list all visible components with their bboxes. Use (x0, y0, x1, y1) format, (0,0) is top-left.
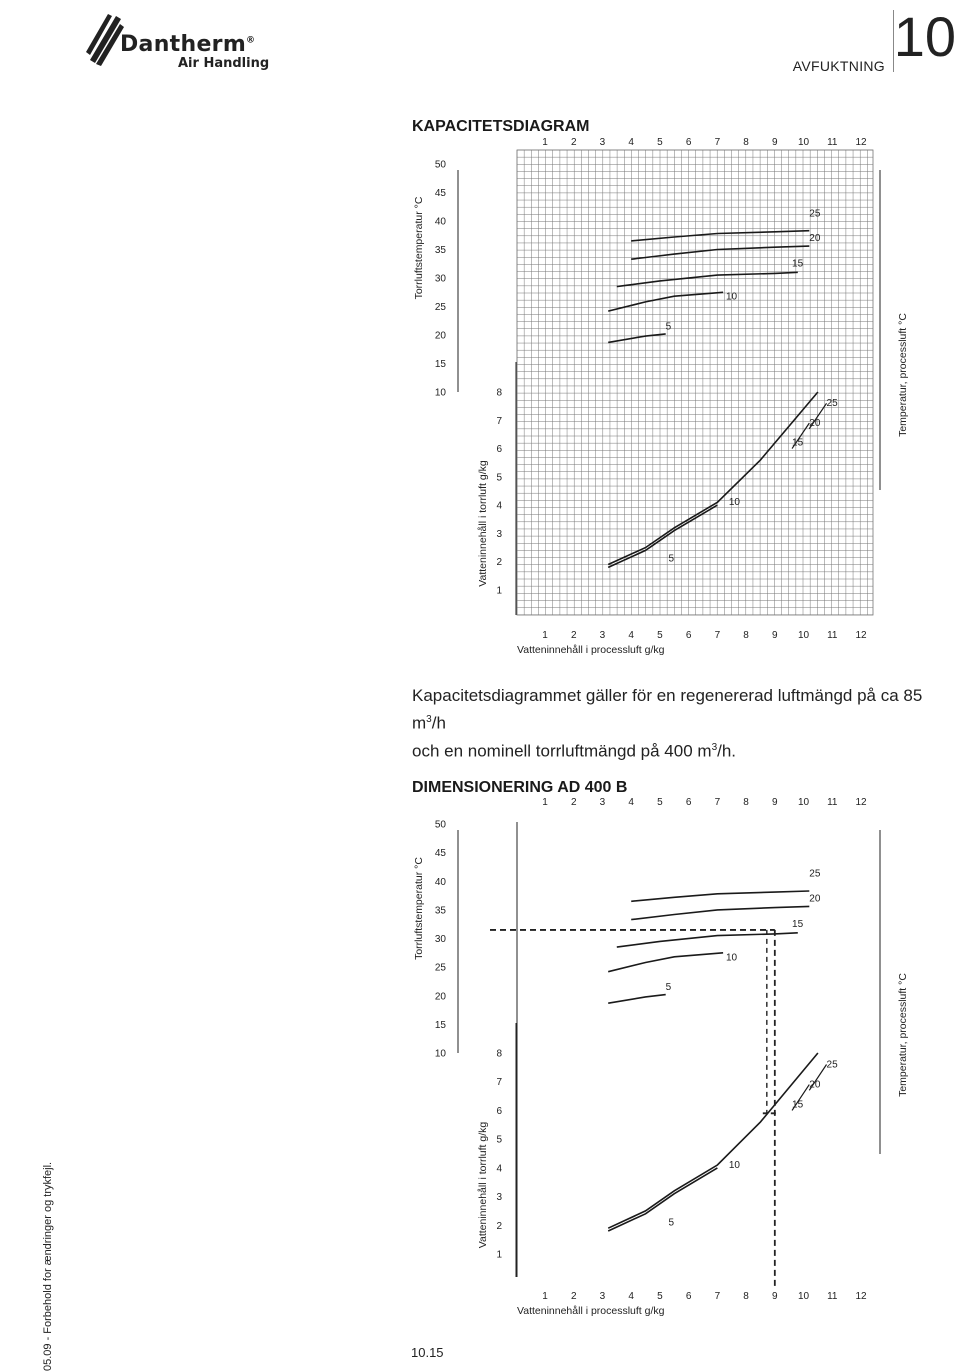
x-axis-label: Vatteninnehåll i processluft g/kg (517, 644, 665, 656)
lower-y-tick: 5 (496, 472, 502, 484)
upper-curve-label-20: 20 (809, 893, 821, 905)
x-tick-bottom: 11 (827, 630, 838, 641)
page-number: 10.15 (411, 1345, 444, 1360)
upper-curve-label-25: 25 (809, 868, 821, 880)
upper-series-5 (608, 995, 666, 1004)
x-tick-bottom: 9 (772, 1291, 778, 1302)
x-tick-top: 5 (657, 137, 663, 148)
x-tick-bottom: 5 (657, 1291, 663, 1302)
x-axis-label: Vatteninnehåll i processluft g/kg (517, 1305, 665, 1317)
x-tick-bottom: 2 (570, 1291, 577, 1302)
x-tick-top: 7 (714, 137, 721, 148)
x-tick-top: 8 (743, 137, 749, 148)
section-title: AVFUKTNING (792, 58, 885, 74)
x-tick-bottom: 12 (855, 630, 867, 641)
x-tick-bottom: 9 (772, 630, 778, 641)
upper-y-tick: 35 (434, 905, 446, 917)
lower-curve-label-15: 15 (792, 1099, 804, 1111)
chart-title: KAPACITETSDIAGRAM (412, 118, 590, 135)
x-tick-top: 10 (797, 797, 810, 808)
x-tick-bottom: 1 (542, 630, 548, 641)
upper-curve-label-10: 10 (725, 952, 738, 964)
x-tick-top: 4 (628, 137, 634, 148)
upper-curve-label-5: 5 (665, 982, 672, 994)
lower-series-5-10 (608, 392, 818, 565)
x-tick-bottom: 8 (743, 630, 749, 641)
x-tick-bottom: 6 (685, 1291, 692, 1302)
chart-2 (412, 779, 909, 1317)
upper-series-20 (631, 906, 809, 919)
chart-title: DIMENSIONERING AD 400 B (412, 779, 628, 796)
x-tick-bottom: 2 (570, 630, 577, 641)
upper-curve-label-10: 10 (725, 291, 738, 303)
upper-y-tick: 10 (434, 1048, 446, 1060)
upper-y-tick: 25 (434, 302, 446, 313)
lower-curve-label-15: 15 (792, 437, 804, 449)
lower-curve-label-20: 20 (809, 417, 821, 429)
x-tick-bottom: 10 (797, 630, 810, 641)
x-tick-top: 2 (570, 137, 577, 148)
x-tick-bottom: 11 (827, 1291, 838, 1302)
x-tick-top: 12 (855, 797, 867, 808)
upper-y-tick: 25 (434, 962, 446, 974)
lower-curve-label-25: 25 (826, 398, 838, 410)
upper-y-tick: 40 (434, 216, 446, 228)
upper-series-10 (608, 953, 723, 972)
upper-series-15 (617, 933, 798, 947)
lower-y-tick: 4 (496, 500, 502, 512)
x-tick-top: 11 (827, 797, 838, 808)
x-tick-bottom: 7 (714, 1291, 721, 1302)
upper-y-tick: 15 (434, 1019, 446, 1031)
upper-curve-label-25: 25 (809, 208, 821, 220)
x-tick-top: 2 (570, 797, 577, 808)
lower-y-tick: 7 (496, 1077, 502, 1089)
x-tick-top: 5 (657, 797, 663, 808)
x-tick-bottom: 10 (797, 1291, 810, 1302)
upper-y-tick: 45 (434, 188, 446, 199)
x-tick-bottom: 3 (599, 630, 606, 641)
x-tick-bottom: 12 (855, 1291, 867, 1302)
chapter-number: 10 (893, 5, 956, 68)
chart-1 (412, 118, 909, 656)
x-tick-top: 1 (542, 797, 548, 808)
lower-curve-label-10: 10 (728, 497, 740, 509)
x-tick-top: 11 (827, 137, 838, 148)
x-tick-bottom: 1 (542, 1291, 548, 1302)
x-tick-top: 7 (714, 797, 721, 808)
lower-y-tick: 8 (496, 1048, 502, 1060)
upper-series-25 (631, 891, 809, 901)
x-tick-top: 6 (685, 137, 692, 148)
lower-y-tick: 2 (496, 1220, 502, 1232)
x-tick-bottom: 4 (628, 1291, 634, 1302)
chart-grid (517, 150, 873, 615)
lower-y-tick: 3 (496, 528, 502, 540)
upper-curve-label-15: 15 (792, 919, 804, 931)
x-tick-bottom: 4 (628, 630, 634, 641)
upper-y-tick: 45 (434, 848, 446, 860)
upper-series-5 (608, 334, 666, 343)
grid-border (517, 150, 873, 615)
lower-curve-label-20: 20 (809, 1079, 821, 1091)
upper-y-axis-title: Torrluftstemperatur °C (413, 196, 425, 300)
lower-y-axis-title: Vatteninnehåll i torrluft g/kg (477, 1121, 489, 1249)
lower-y-tick: 4 (496, 1163, 502, 1175)
upper-y-tick: 50 (434, 159, 446, 171)
x-tick-top: 6 (685, 797, 692, 808)
x-tick-top: 4 (628, 797, 634, 808)
lower-y-tick: 1 (496, 1249, 502, 1261)
upper-y-tick: 10 (434, 387, 446, 399)
upper-y-tick: 35 (434, 245, 446, 256)
upper-curve-label-5: 5 (665, 321, 672, 333)
upper-y-tick: 30 (434, 934, 446, 945)
lower-y-tick: 2 (496, 557, 502, 569)
lower-y-tick: 6 (496, 1105, 502, 1117)
upper-series-15 (617, 272, 798, 286)
x-tick-top: 9 (772, 797, 778, 808)
right-axis-title: Temperatur, processluft °C (897, 973, 909, 1097)
x-tick-bottom: 6 (685, 630, 692, 641)
upper-y-tick: 30 (434, 273, 446, 285)
x-tick-top: 1 (542, 137, 548, 148)
disclaimer-note: 05.09 - Forbehold for ændringer og trykfejl. (42, 1161, 54, 1371)
x-tick-top: 3 (599, 797, 606, 808)
lower-y-tick: 6 (496, 444, 502, 456)
lower-curve-label-5: 5 (668, 553, 675, 565)
lower-y-tick: 5 (496, 1134, 502, 1146)
x-tick-top: 9 (772, 137, 778, 148)
upper-y-tick: 20 (434, 330, 446, 342)
upper-y-tick: 15 (434, 359, 446, 370)
upper-y-tick: 40 (434, 876, 446, 888)
lower-series-5-10 (608, 1053, 818, 1228)
lower-y-axis-title: Vatteninnehåll i torrluft g/kg (477, 460, 489, 587)
x-tick-bottom: 3 (599, 1291, 606, 1302)
x-tick-bottom: 5 (657, 630, 663, 641)
x-tick-top: 12 (855, 137, 867, 148)
lower-curve-label-25: 25 (826, 1059, 838, 1071)
upper-y-tick: 50 (434, 819, 446, 831)
lower-y-tick: 1 (496, 585, 502, 597)
description-paragraph: Kapacitetsdiagrammet gäller för en regenererad luftmängd på ca 85 $m^3/h$ och en nominell torrluftmängd på 400 $m^3/h$. (412, 686, 923, 761)
brand-name: Dantherm® (120, 32, 256, 57)
upper-curve-label-20: 20 (809, 232, 821, 244)
upper-y-axis-title: Torrluftstemperatur °C (413, 857, 425, 960)
upper-curve-label-15: 15 (792, 258, 804, 270)
x-tick-top: 10 (797, 137, 810, 148)
right-axis-title: Temperatur, processluft °C (897, 313, 909, 437)
lower-y-tick: 7 (496, 415, 502, 427)
lower-curve-label-10: 10 (728, 1159, 740, 1171)
lower-y-tick: 3 (496, 1192, 502, 1204)
upper-y-tick: 20 (434, 991, 446, 1003)
x-tick-top: 3 (599, 137, 606, 148)
lower-y-tick: 8 (496, 387, 502, 399)
x-tick-bottom: 8 (743, 1291, 749, 1302)
brand-sub: Air Handling (178, 56, 270, 71)
x-tick-bottom: 7 (714, 630, 721, 641)
lower-curve-label-5: 5 (668, 1217, 675, 1229)
x-tick-top: 8 (743, 797, 749, 808)
upper-series-10 (608, 292, 723, 311)
